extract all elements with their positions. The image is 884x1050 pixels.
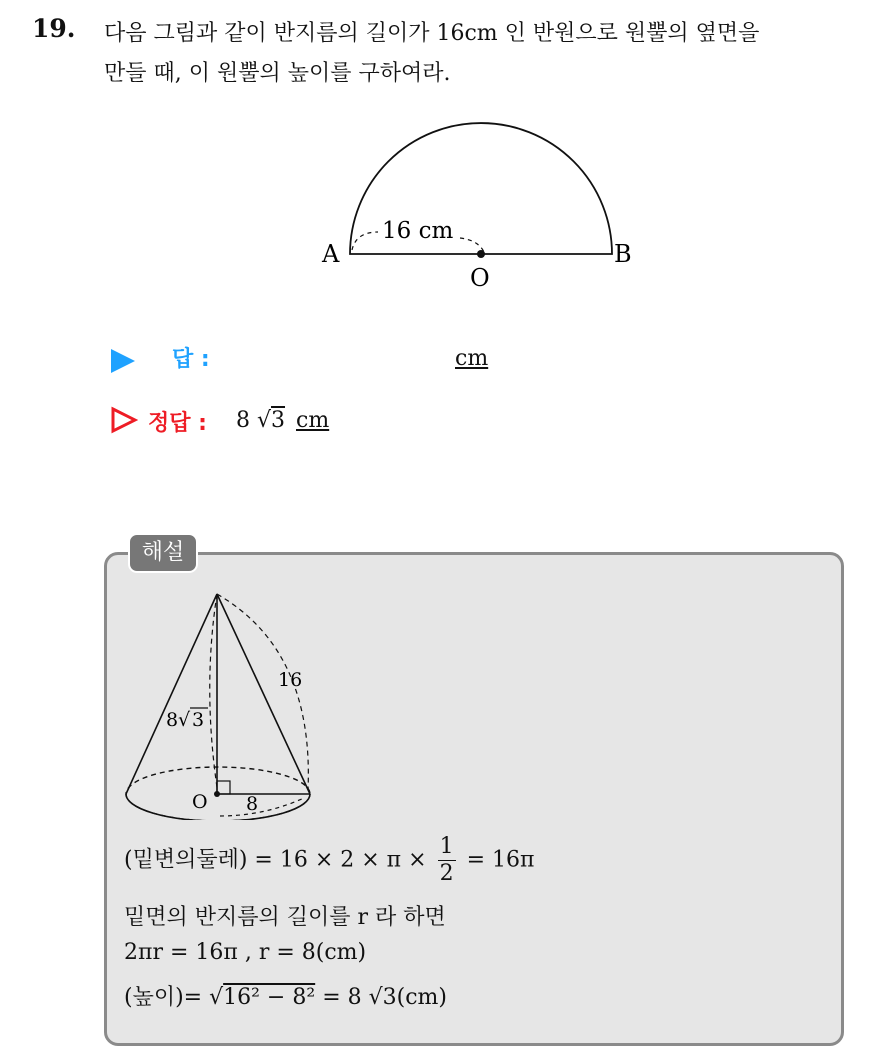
- semicircle-figure: [300, 100, 660, 300]
- solution-line-4: (높이)= √16² − 8² = 8 √3(cm): [124, 985, 447, 1010]
- solution-line-3: 2πr = 16π , r = 8(cm): [124, 940, 367, 965]
- label-o: O: [470, 264, 490, 292]
- question-text-line-1: 다음 그림과 같이 반지름의 길이가 16cm 인 반원으로 원뿔의 옆면을: [104, 21, 760, 46]
- cone-center-point: [214, 791, 220, 797]
- answer-unit: cm: [455, 346, 489, 371]
- radius-dashed-arc-right: [460, 238, 484, 252]
- answer-marker-icon: [111, 349, 135, 373]
- radius-dashed-arc-left: [352, 232, 378, 250]
- correct-answer-unit: cm: [296, 408, 330, 433]
- cone-base-front: [126, 794, 310, 820]
- radius-label: 8: [246, 793, 259, 815]
- correct-marker-icon: [110, 406, 138, 434]
- question-text-line-2: 만들 때, 이 원뿔의 높이를 구하여라.: [104, 61, 451, 86]
- radius-label: 16 cm: [382, 218, 454, 244]
- radius-dashed-arc: [220, 798, 304, 816]
- cone-figure: [118, 580, 338, 820]
- question-number: 19.: [32, 14, 76, 43]
- correct-answer-label: 정답 :: [148, 411, 207, 436]
- solution-line-2: 밑면의 반지름의 길이를 r 라 하면: [124, 905, 446, 930]
- solution-line-1: (밑변의둘레) = 16 × 2 × π × $\frac{1}{2}$ = 16π: [124, 834, 535, 886]
- height-label-root: 3: [192, 709, 205, 731]
- cone-left-edge: [126, 594, 217, 794]
- label-b: B: [614, 240, 632, 268]
- height-label-coef: 8: [166, 709, 179, 731]
- cone-right-edge: [217, 594, 310, 794]
- center-point: [477, 250, 485, 258]
- slant-label: 16: [278, 669, 303, 691]
- label-a: A: [322, 240, 340, 268]
- fraction-one-half: $\frac{1}{2}$: [439, 834, 454, 886]
- center-label: O: [192, 791, 208, 813]
- height-label-root-sign: √: [178, 709, 191, 731]
- solution-tag: 해설: [128, 533, 198, 573]
- correct-answer-value: 8 √3: [236, 408, 286, 433]
- answer-label: 답 :: [172, 347, 210, 372]
